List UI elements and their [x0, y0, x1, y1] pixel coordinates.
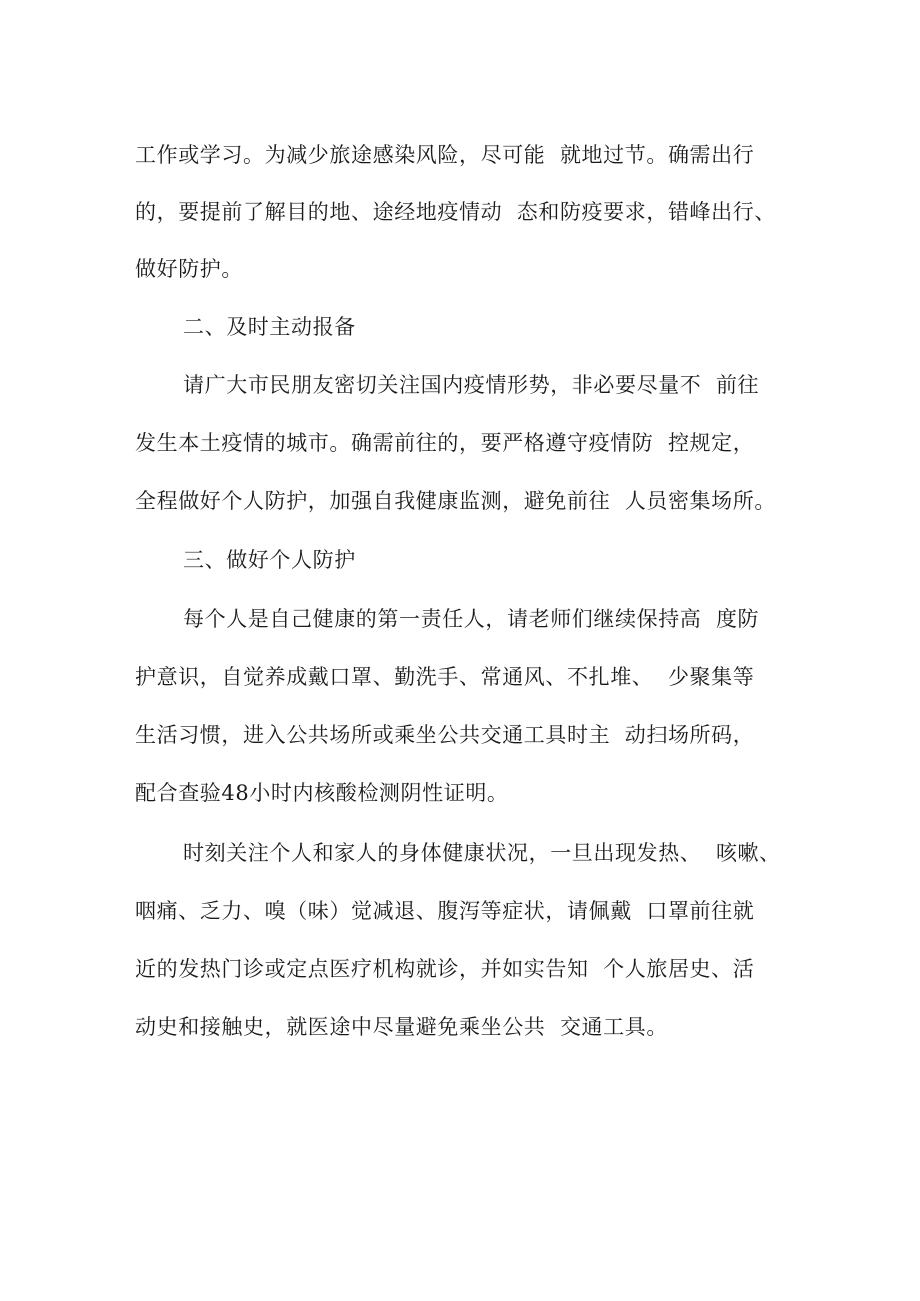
paragraph-line: 护意识，自觉养成戴口罩、勤洗手、常通风、不扎堆、 少聚集等 — [135, 665, 755, 689]
paragraph-line: 做好防护。 — [135, 257, 243, 281]
paragraph-line: 生活习惯，进入公共场所或乘坐公共交通工具时主 动扫场所码， — [135, 723, 755, 747]
paragraph-line: 近的发热门诊或定点医疗机构就诊，并如实告知 个人旅居史、活 — [135, 957, 755, 981]
paragraph-line: 配合查验48小时内核酸检测阴性证明。 — [135, 781, 509, 805]
paragraph-line: 咽痛、乏力、嗅（味）觉减退、腹泻等症状，请佩戴 口罩前往就 — [135, 899, 755, 923]
paragraph-line: 全程做好个人防护，加强自我健康监测，避免前往 人员密集场所。 — [135, 489, 776, 513]
paragraph-line: 请广大市民朋友密切关注国内疫情形势，非必要尽量不 前往 — [183, 373, 760, 397]
section-heading: 二、及时主动报备 — [183, 315, 356, 339]
paragraph-line: 发生本土疫情的城市。确需前往的，要严格遵守疫情防 控规定， — [135, 431, 755, 455]
paragraph-line: 动史和接触史，就医途中尽量避免乘坐公共 交通工具。 — [135, 1015, 668, 1039]
paragraph-line: 每个人是自己健康的第一责任人，请老师们继续保持高 度防 — [183, 607, 760, 631]
paragraph-line: 的，要提前了解目的地、途经地疫情动 态和防疫要求，错峰出行、 — [135, 200, 776, 224]
paragraph-line: 时刻关注个人和家人的身体健康状况，一旦出现发热、 咳嗽、 — [183, 841, 781, 865]
section-heading: 三、做好个人防护 — [183, 548, 356, 572]
paragraph-line: 工作或学习。为减少旅途感染风险，尽可能 就地过节。确需出行 — [135, 143, 755, 167]
